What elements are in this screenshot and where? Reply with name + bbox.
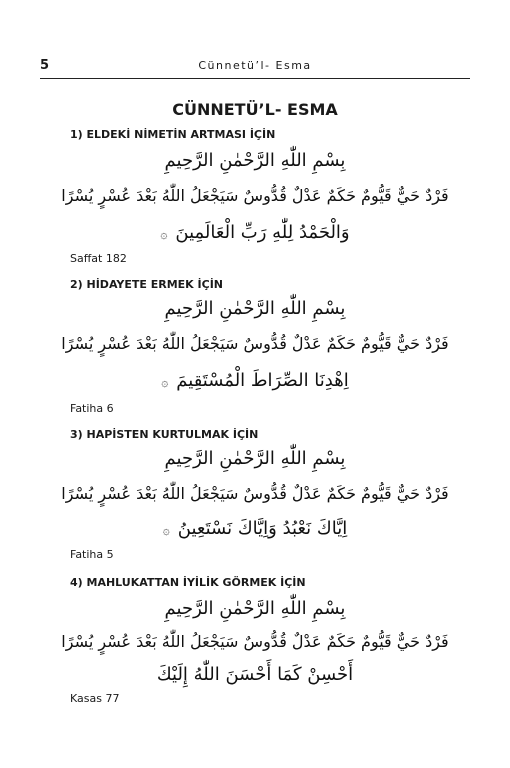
arabic-formula: فَرْدٌ حَيٌّ قَيُّومٌ حَكَمٌ عَدْلٌ قُدُّوسٌ سَيَجْعَلُ اللّٰهُ بَعْدَ عُسْرٍ يُسْرًا [61, 632, 449, 651]
arabic-formula: فَرْدٌ حَيٌّ قَيُّومٌ حَكَمٌ عَدْلٌ قُدُّوسٌ سَيَجْعَلُ اللّٰهُ بَعْدَ عُسْرٍ يُسْرًا [61, 334, 449, 353]
page-header [40, 58, 470, 79]
verse-line [40, 370, 470, 391]
verse-end-rose-icon: ۞ [162, 523, 170, 537]
running-title: Cünnetü’l- Esma [198, 59, 312, 72]
verse-reference: Kasas 77 [70, 692, 120, 705]
section-heading: 2) HİDAYETE ERMEK İÇİN [70, 278, 223, 291]
verse-line [40, 664, 470, 685]
verse-end-rose-icon: ۞ [161, 375, 169, 389]
basmala: بِسْمِ اللّٰهِ الرَّحْمٰنِ الرَّحِيمِ [164, 298, 346, 319]
verse-end-rose-icon: ۞ [160, 227, 168, 241]
basmala: بِسْمِ اللّٰهِ الرَّحْمٰنِ الرَّحِيمِ [164, 448, 346, 469]
verse-reference: Fatiha 5 [70, 548, 114, 561]
page-number: 5 [40, 58, 50, 73]
basmala: بِسْمِ اللّٰهِ الرَّحْمٰنِ الرَّحِيمِ [164, 598, 346, 619]
arabic-formula: فَرْدٌ حَيٌّ قَيُّومٌ حَكَمٌ عَدْلٌ قُدُّوسٌ سَيَجْعَلُ اللّٰهُ بَعْدَ عُسْرٍ يُسْرًا [61, 484, 449, 503]
section-heading: 3) HAPİSTEN KURTULMAK İÇİN [70, 428, 259, 441]
verse-text: اِهْدِنَا الصِّرَاطَ الْمُسْتَقِيمَ [176, 370, 349, 391]
section-heading: 4) MAHLUKATTAN İYİLİK GÖRMEK İÇİN [70, 576, 306, 589]
verse-text: وَالْحَمْدُ لِلّٰهِ رَبِّ الْعَالَمِينَ [175, 222, 350, 243]
verse-line [40, 222, 470, 243]
arabic-formula: فَرْدٌ حَيٌّ قَيُّومٌ حَكَمٌ عَدْلٌ قُدُّوسٌ سَيَجْعَلُ اللّٰهُ بَعْدَ عُسْرٍ يُسْرًا [61, 186, 449, 205]
verse-text: اِيَّاكَ نَعْبُدُ وَاِيَّاكَ نَسْتَعِينُ [177, 518, 348, 539]
page-title: CÜNNETÜ’L- ESMA [172, 100, 338, 119]
verse-reference: Fatiha 6 [70, 402, 114, 415]
verse-line [40, 518, 470, 539]
verse-reference: Saffat 182 [70, 252, 127, 265]
basmala: بِسْمِ اللّٰهِ الرَّحْمٰنِ الرَّحِيمِ [164, 150, 346, 171]
verse-text: أَحْسِنْ كَمَا أَحْسَنَ اللّٰهُ إِلَيْكَ [156, 664, 354, 685]
section-heading: 1) ELDEKİ NİMETİN ARTMASI İÇİN [70, 128, 276, 141]
